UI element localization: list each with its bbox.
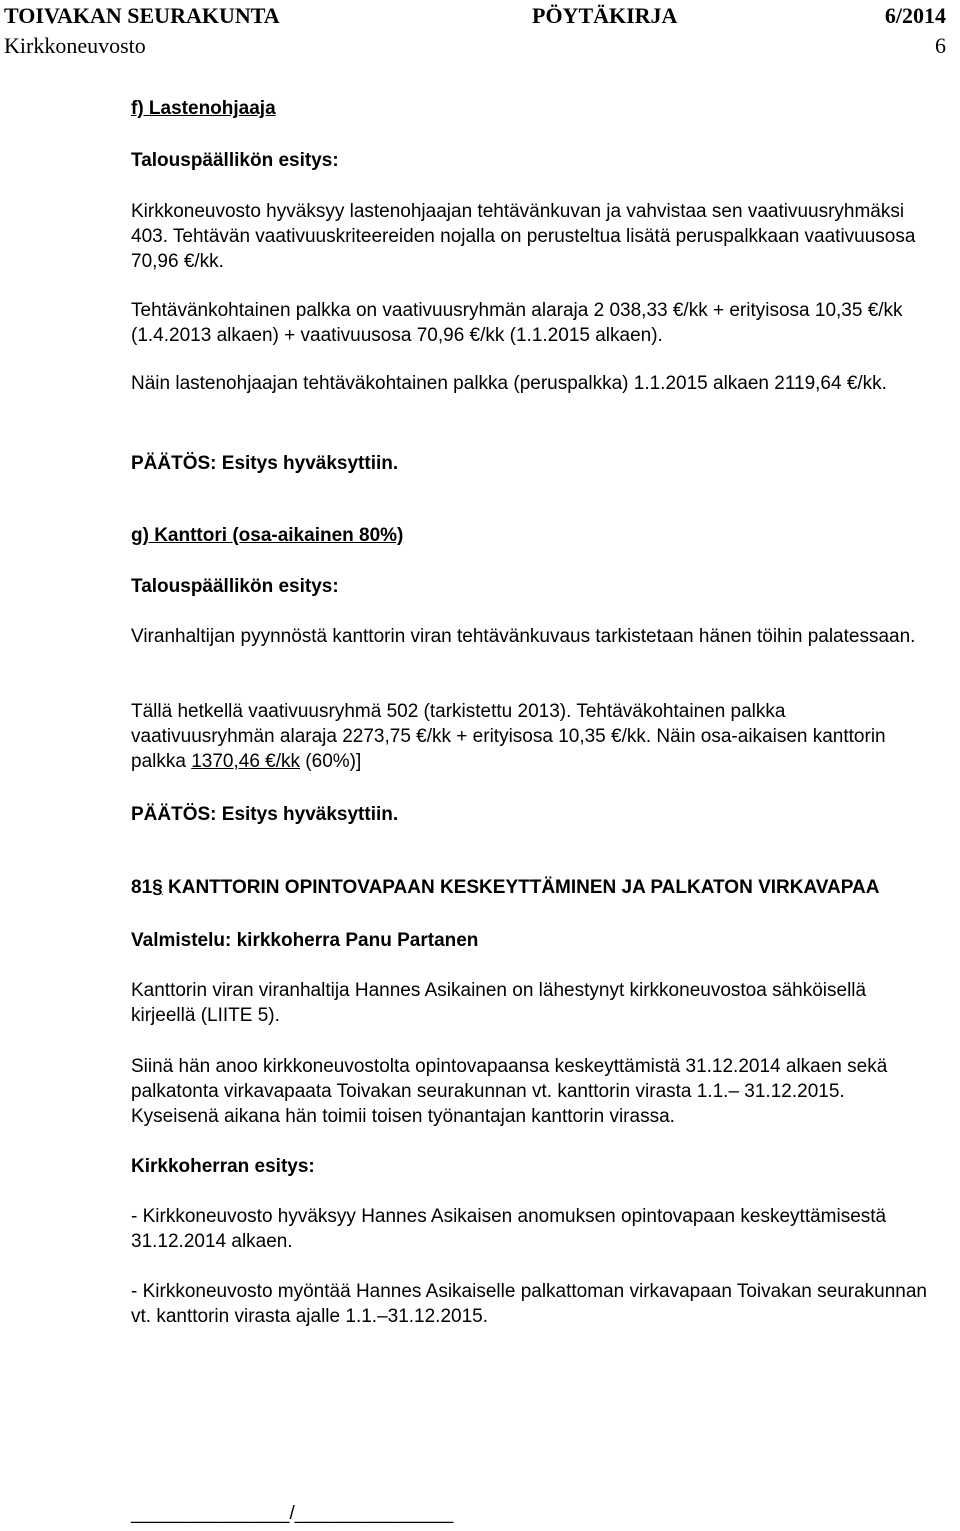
page-number: 6 <box>935 33 946 58</box>
document-number: 6/2014 <box>884 3 946 28</box>
section-81-preparer: Valmistelu: kirkkoherra Panu Partanen <box>131 930 479 951</box>
section-81-proposal-label: Kirkkoherran esitys: <box>131 1156 315 1177</box>
section-81-title: KANTTORIN OPINTOVAPAAN KESKEYTTÄMINEN JA PALKATON VIRKAVAPAA <box>162 877 880 898</box>
section-f-paragraph-3: Näin lastenohjaajan tehtäväkohtainen palkka (peruspalkka) 1.1.2015 alkaen 2119,64 €/kk. <box>131 373 887 394</box>
section-81-heading <box>131 875 879 900</box>
section-g-percent: (60%)] <box>300 751 362 772</box>
section-g-heading: g) Kanttori (osa-aikainen 80%) <box>131 525 404 546</box>
document-type: PÖYTÄKIRJA <box>532 3 678 28</box>
section-g-decision: PÄÄTÖS: Esitys hyväksyttiin. <box>131 804 399 825</box>
section-g-paragraph-1: Viranhaltijan pyynnöstä kanttorin viran tehtävänkuvaus tarkistetaan hänen töihin palatessaan. <box>131 626 916 647</box>
signature-line: _______________/_______________ <box>131 1503 454 1524</box>
section-81-paragraph-2: Siinä hän anoo kirkkoneuvostolta opintovapaansa keskeyttämistä 31.12.2014 alkaen sekä palkatonta virkavapaata Toivakan seurakunnan vt. kanttorin virasta 1.1.– 31.12.2015. Kyseisenä aikana hän toimii toisen työnantajan kanttorin virassa. <box>131 1056 888 1127</box>
section-mark: § <box>152 877 163 898</box>
section-g-paragraph-2-text: Tällä hetkellä vaativuusryhmä 502 (tarkistettu 2013). Tehtäväkohtainen palkka vaativuusryhmän alaraja 2273,75 €/kk + erityisosa 10,35 €/kk. Näin osa-aikaisen kanttorin palkka <box>131 701 886 772</box>
section-g-paragraph-2 <box>131 699 931 774</box>
section-81-number: 81 <box>131 877 153 898</box>
section-g-salary: 1370,46 €/kk <box>191 751 301 772</box>
section-f-proposal-label: Talouspäällikön esitys: <box>131 150 339 171</box>
section-81-item-1: - Kirkkoneuvosto hyväksyy Hannes Asikaisen anomuksen opintovapaan keskeyttämisestä 31.12.2014 alkaen. <box>131 1206 887 1252</box>
section-81-paragraph-1: Kanttorin viran viranhaltija Hannes Asikainen on lähestynyt kirkkoneuvostoa sähköisellä kirjeellä (LIITE 5). <box>131 980 867 1026</box>
section-81-item-2: - Kirkkoneuvosto myöntää Hannes Asikaiselle palkattoman virkavapaan Toivakan seurakunnan vt. kanttorin virasta ajalle 1.1.–31.12.2015. <box>131 1281 927 1327</box>
parish-name: TOIVAKAN SEURAKUNTA <box>4 3 280 28</box>
section-f-paragraph-1: Kirkkoneuvosto hyväksyy lastenohjaajan tehtävänkuvan ja vahvistaa sen vaativuusryhmäksi 403. Tehtävän vaativuuskriteereiden nojalla on perusteltua lisätä peruspalkkaan vaativuusosa 70,96 €/kk. <box>131 201 916 272</box>
section-f-decision: PÄÄTÖS: Esitys hyväksyttiin. <box>131 453 399 474</box>
section-g-proposal-label: Talouspäällikön esitys: <box>131 576 339 597</box>
section-f-heading: f) Lastenohjaaja <box>131 98 276 119</box>
section-f-paragraph-2: Tehtävänkohtainen palkka on vaativuusryhmän alaraja 2 038,33 €/kk + erityisosa 10,35 €/kk (1.4.2013 alkaen) + vaativuusosa 70,96 €/kk (1.1.2015 alkaen). <box>131 300 903 346</box>
council-name: Kirkkoneuvosto <box>4 33 146 58</box>
